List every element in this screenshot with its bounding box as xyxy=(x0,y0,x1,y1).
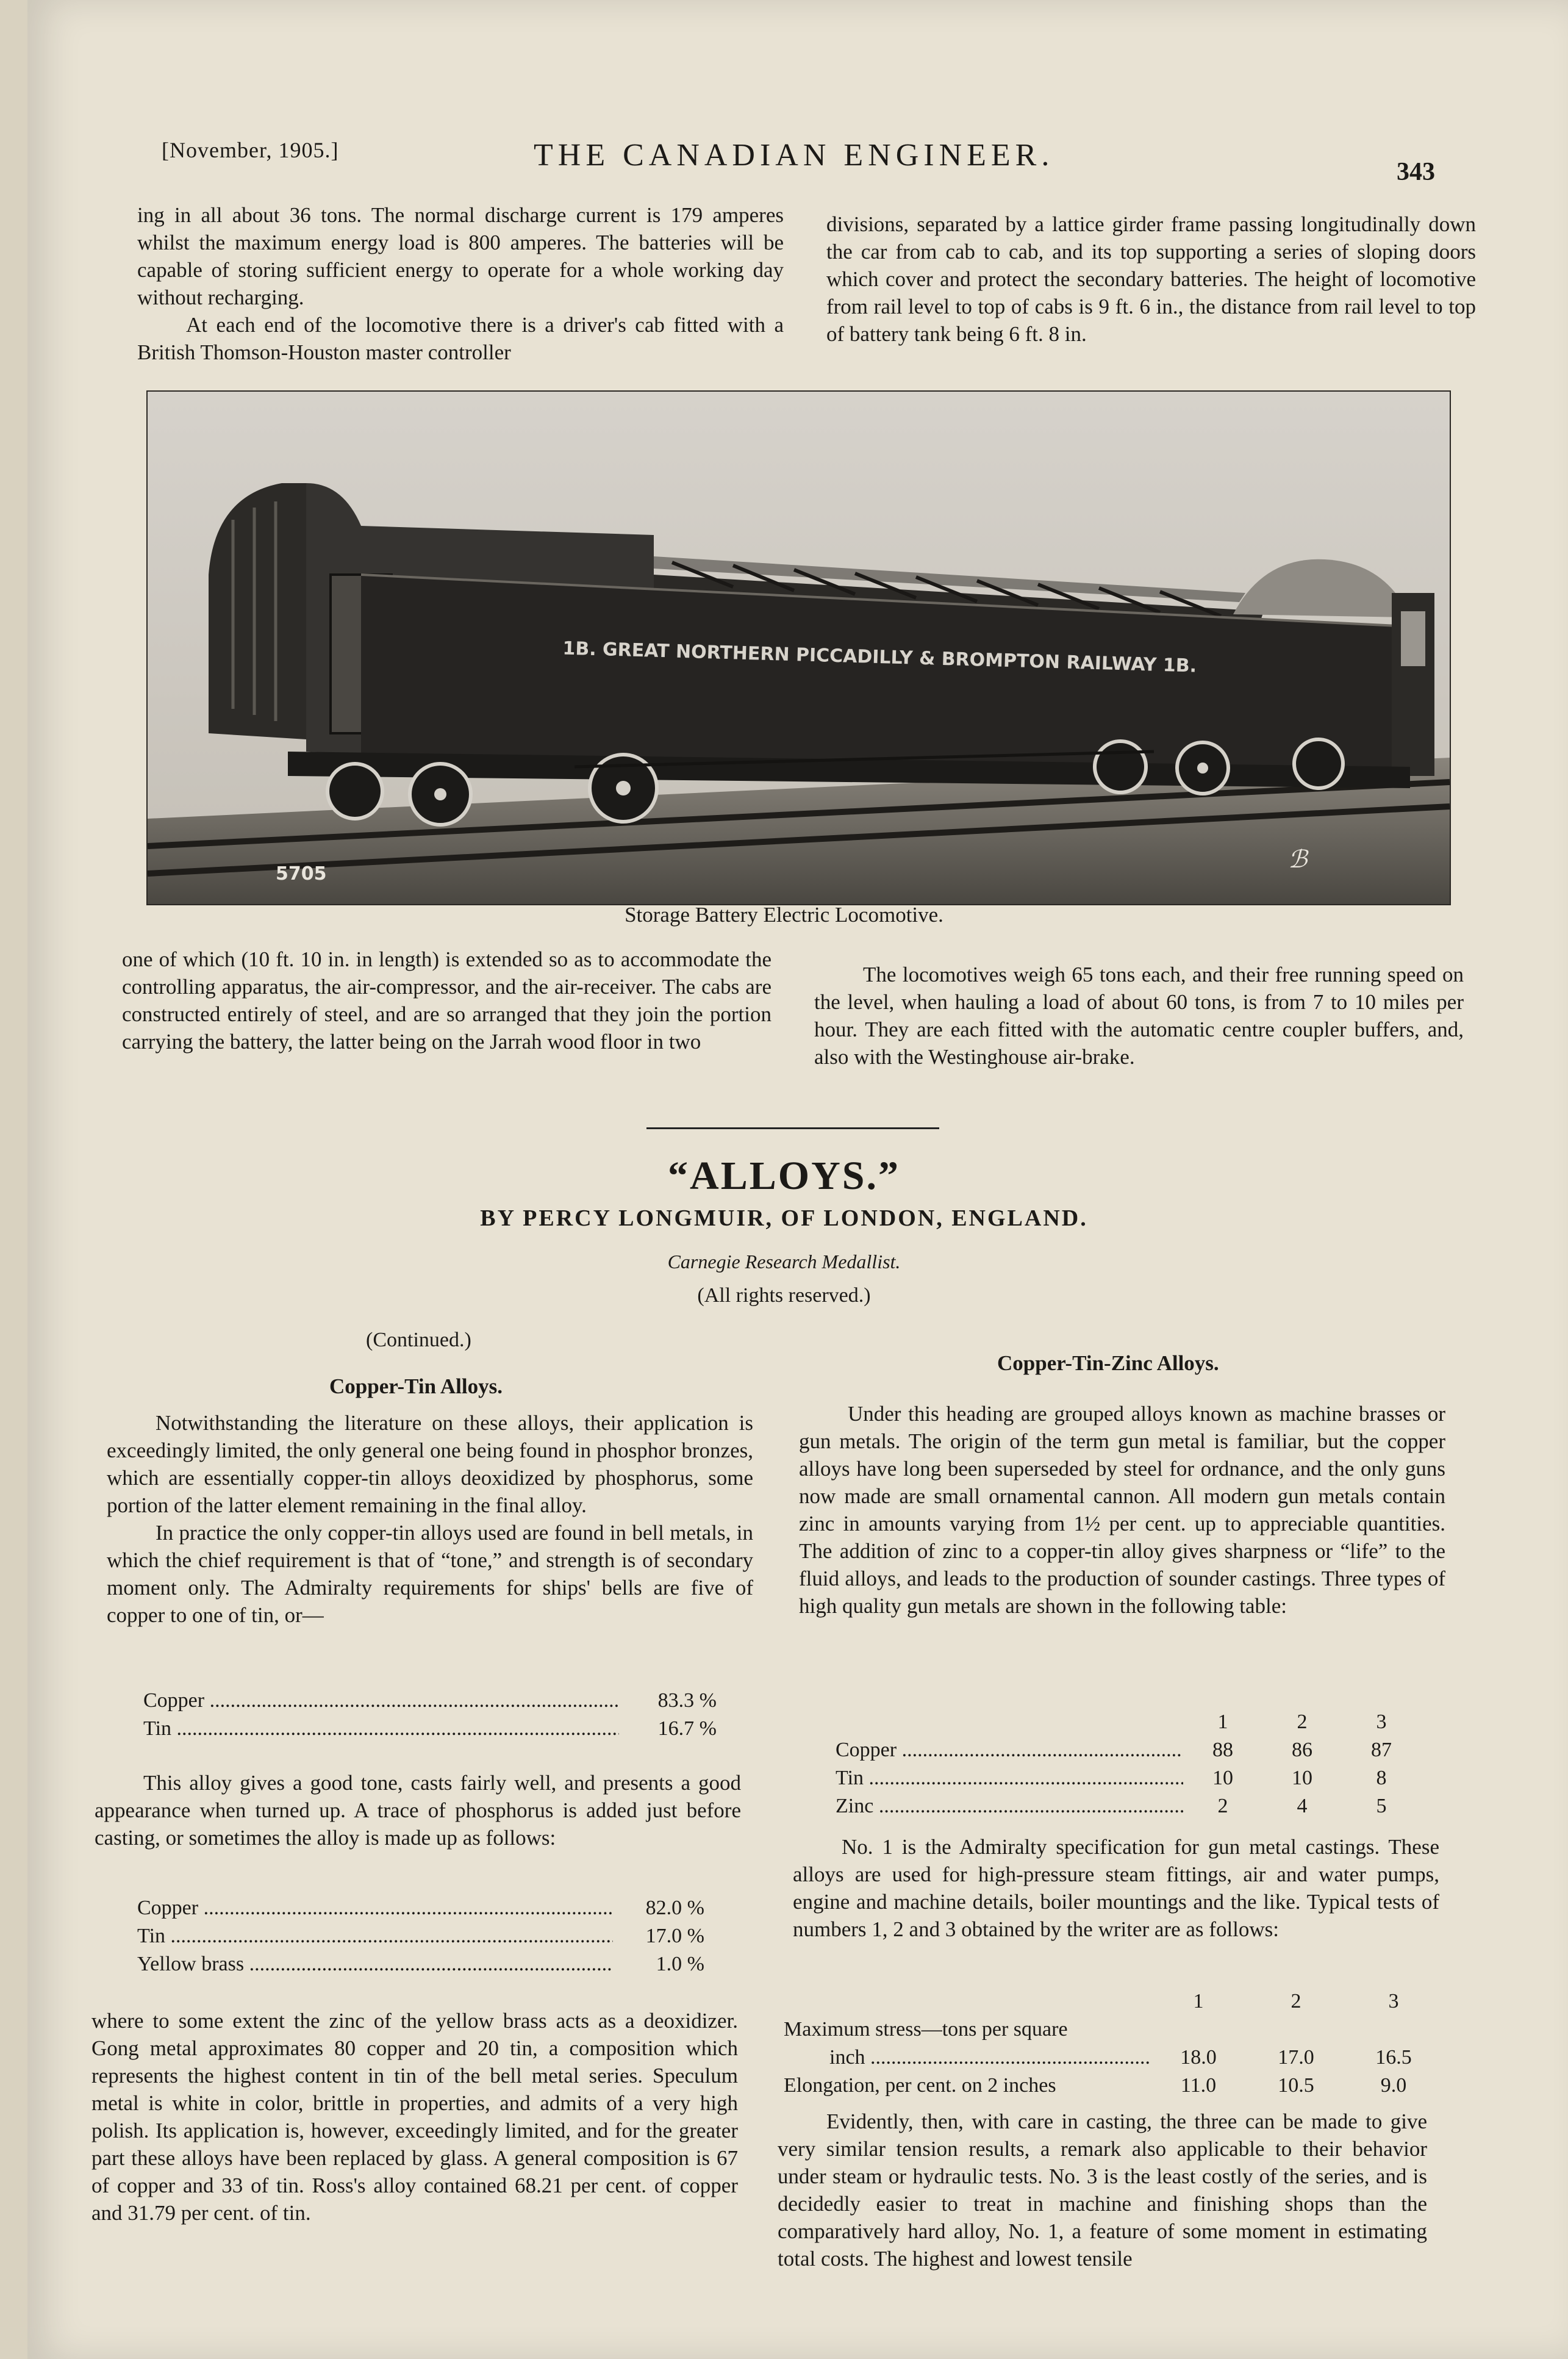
gun-metal-text-2 xyxy=(793,1833,1439,1943)
author-credential: Carnegie Research Medallist. xyxy=(667,1251,901,1273)
paragraph: This alloy gives a good tone, casts fairly well, and presents a good appearance when turned up. A trace of phosphorus is added just before casting, or sometimes the alloy is made up as follows: xyxy=(95,1771,741,1850)
cell: 16.5 xyxy=(1375,2046,1412,2069)
table-row xyxy=(143,1687,717,1715)
paragraph: ing in all about 36 tons. The normal discharge current is 179 amperes whilst the maximum energy load is 800 amperes. The batteries will be capable of storing sufficient energy to operate for a whole working day without recharging. xyxy=(137,203,784,309)
cell: 9.0 xyxy=(1380,2074,1407,2097)
journal-title: THE CANADIAN ENGINEER. xyxy=(534,138,1054,173)
column-header: 3 xyxy=(1376,1711,1387,1733)
photo-caption: Storage Battery Electric Locomotive. xyxy=(625,903,943,927)
row-value: 82.0 % xyxy=(645,1897,704,1919)
cell: 17.0 xyxy=(1278,2046,1314,2069)
locomotive-text-right-top xyxy=(826,210,1476,348)
row-label: Tin ..... xyxy=(137,1922,613,1950)
paragraph: Under this heading are grouped alloys known as machine brasses or gun metals. The origin of the term gun metal is familiar, but the copper alloys have long been superseded by steel for ordnance, and the only guns now made are small ornamental cannon. All modern gun metals contain zinc in amounts varying from 1½ per cent. up to appreciable quantities. The addition of zinc to a copper-tin alloy gives sharpness or “life” to the fluid alloys, and leads to the production of sounder castings. Three types of high quality gun metals are shown in the following table: xyxy=(799,1402,1445,1618)
row-label: Maximum stress—tons per square xyxy=(784,2018,1068,2041)
paragraph: In practice the only copper-tin alloys used are found in bell metals, in which the chief requirement is that of “tone,” and strength is of secondary moment only. The Admiralty requirements for ships' bells are five of copper to one of tin, or— xyxy=(107,1521,753,1627)
row-label: Tin ..... xyxy=(836,1764,1183,1792)
table-row xyxy=(137,1922,704,1950)
bell-alloy-mix-table xyxy=(137,1894,704,1978)
locomotive-text-left-bottom xyxy=(122,946,771,1055)
table-row xyxy=(143,1715,717,1743)
photo-monogram: ℬ xyxy=(1288,846,1308,874)
row-label: inch ..... xyxy=(784,2044,1150,2072)
article-title: “ALLOYS.” xyxy=(668,1154,900,1198)
paragraph: At each end of the locomotive there is a driver's cab fitted with a British Thomson-Houston master controller xyxy=(137,313,784,364)
table-row xyxy=(784,2072,1442,2100)
cell: 10 xyxy=(1212,1767,1233,1789)
column-header: 1 xyxy=(1217,1711,1228,1733)
table-row xyxy=(137,1894,704,1922)
rights-notice: (All rights reserved.) xyxy=(697,1284,871,1307)
locomotive-text-right-bottom xyxy=(814,961,1464,1071)
row-label: Tin ..... xyxy=(143,1715,619,1743)
locomotive-illustration xyxy=(148,392,1450,904)
table-row xyxy=(836,1736,1421,1764)
locomotive-text-left-top xyxy=(137,201,784,366)
paragraph: divisions, separated by a lattice girder frame passing longitudinally down the car from cab to cab, and its top supporting a series of sloping doors which cover and protect the secondary batteries. The height of locomotive from rail level to top of cabs is 9 ft. 6 in., the distance from rail level to top of battery tank being 6 ft. 8 in. xyxy=(826,212,1476,346)
row-value: 83.3 % xyxy=(657,1689,717,1712)
row-label: Copper ..... xyxy=(137,1894,613,1922)
section-divider xyxy=(646,1127,939,1129)
cell: 2 xyxy=(1217,1795,1228,1817)
row-label: Elongation, per cent. on 2 inches xyxy=(784,2074,1056,2097)
locomotive-lettering: 1B. GREAT NORTHERN PICCADILLY & BROMPTON RAILWAY 1B. xyxy=(562,637,1197,677)
column-header: 1 xyxy=(1193,1990,1204,2013)
row-value: 17.0 % xyxy=(645,1925,704,1947)
paragraph: where to some extent the zinc of the yellow brass acts as a deoxidizer. Gong metal approximates 80 copper and 20 tin, a composition which represents the highest content in tin of the bell metal series. Speculum metal is white in color, brittle in properties, and admits of a very high polish. Its application is, however, exceedingly limited, and for the greater part these alloys have been replaced by glass. A general composition is 67 of copper and 33 of tin. Ross's alloy contained 68.21 per cent. of copper and 31.79 per cent. of tin. xyxy=(91,2009,738,2225)
subheading-copper-tin: Copper-Tin Alloys. xyxy=(329,1374,503,1398)
copper-tin-text-2 xyxy=(95,1769,741,1851)
gun-metal-intro xyxy=(799,1400,1445,1620)
cell: 88 xyxy=(1212,1739,1233,1761)
table-row xyxy=(836,1792,1421,1820)
paragraph: The locomotives weigh 65 tons each, and their free running speed on the level, when hauling a load of about 60 tons, is from 7 to 10 miles per hour. They are each fitted with the automatic centre coupler buffers, and, also with the Westinghouse air-brake. xyxy=(814,963,1464,1069)
column-header: 2 xyxy=(1291,1990,1301,2013)
paragraph: No. 1 is the Admiralty specification for gun metal castings. These alloys are used for high-pressure steam fittings, air and water pumps, engine and machine details, boiler mountings and the like. Typical tests of numbers 1, 2 and 3 obtained by the writer are as follows: xyxy=(793,1835,1439,1941)
paragraph: Notwithstanding the literature on these alloys, their application is exceedingly limited, the only general one being found in phosphor bronzes, which are essentially copper-tin alloys deoxidized by phosphorus, some portion of the latter element remaining in the final alloy. xyxy=(107,1411,753,1517)
cell: 5 xyxy=(1376,1795,1387,1817)
continued-note: (Continued.) xyxy=(366,1329,471,1351)
gun-metal-text-3 xyxy=(778,2108,1427,2272)
column-header: 2 xyxy=(1297,1711,1308,1733)
photo-plate-number: 5705 xyxy=(276,863,327,885)
page-number: 343 xyxy=(1397,158,1435,186)
locomotive-photo xyxy=(146,390,1451,905)
cell: 4 xyxy=(1297,1795,1308,1817)
table-row xyxy=(784,2016,1442,2044)
cell: 18.0 xyxy=(1180,2046,1217,2069)
paragraph: Evidently, then, with care in casting, the three can be made to give very similar tension results, a remark also applicable to their behavior under steam or hydraulic tests. No. 3 is the least costly of the series, and is decidedly easier to treat in machine and finishing shops than the comparatively hard alloy, No. 1, a feature of some moment in estimating total costs. The highest and lowest tensile xyxy=(778,2109,1427,2271)
paragraph: one of which (10 ft. 10 in. in length) is extended so as to accommodate the controlling apparatus, the air-compressor, and the air-receiver. The cabs are constructed entirely of steel, and are so arranged that they join the portion carrying the battery, the latter being on the Jarrah wood floor in two xyxy=(122,947,771,1054)
table-header-row xyxy=(784,1987,1442,2016)
copper-tin-text-3 xyxy=(91,2007,738,2227)
table-row xyxy=(137,1950,704,1978)
row-value: 1.0 % xyxy=(656,1953,704,1975)
cell: 11.0 xyxy=(1180,2074,1217,2097)
cell: 10.5 xyxy=(1278,2074,1314,2097)
cell: 86 xyxy=(1292,1739,1312,1761)
cell: 87 xyxy=(1371,1739,1392,1761)
copper-tin-intro xyxy=(107,1409,753,1629)
gun-metal-table xyxy=(836,1708,1421,1820)
row-label: Zinc ..... xyxy=(836,1792,1183,1820)
subheading-copper-tin-zinc: Copper-Tin-Zinc Alloys. xyxy=(997,1351,1219,1375)
table-header-row xyxy=(836,1708,1421,1736)
row-value: 16.7 % xyxy=(657,1717,717,1740)
tensile-tests-table xyxy=(784,1987,1442,2100)
table-row xyxy=(836,1764,1421,1792)
row-label: Copper ..... xyxy=(836,1736,1183,1764)
issue-date: [November, 1905.] xyxy=(162,138,339,162)
article-byline: BY PERCY LONGMUIR, OF LONDON, ENGLAND. xyxy=(480,1205,1088,1231)
bell-metal-table xyxy=(143,1687,717,1743)
column-header: 3 xyxy=(1388,1990,1399,2013)
table-row xyxy=(784,2044,1442,2072)
row-label: Copper ..... xyxy=(143,1687,619,1715)
cell: 10 xyxy=(1292,1767,1312,1789)
row-label: Yellow brass ..... xyxy=(137,1950,613,1978)
cell: 8 xyxy=(1376,1767,1387,1789)
